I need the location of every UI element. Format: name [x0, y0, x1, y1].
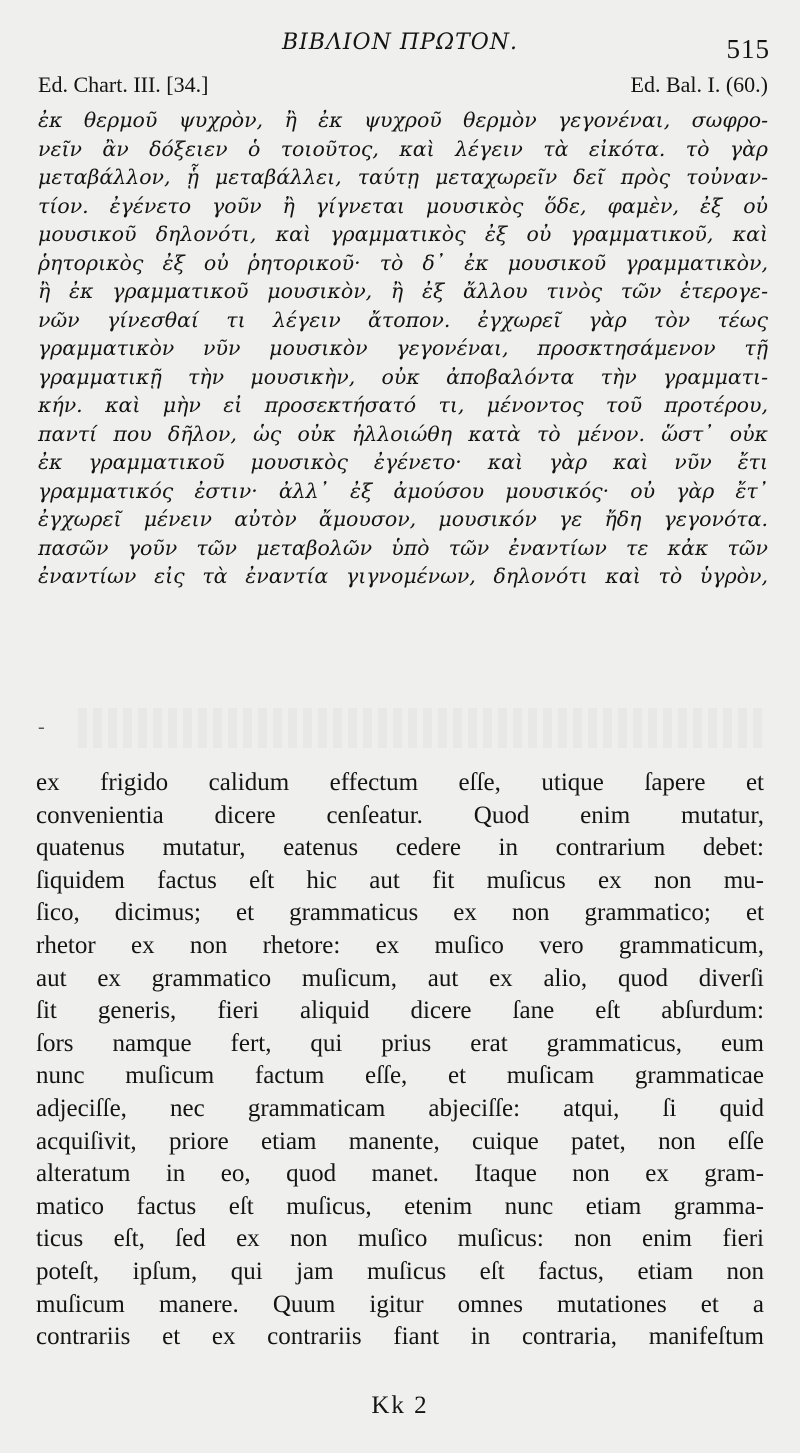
signature-mark: Kk 2	[371, 1392, 429, 1419]
running-title: ΒΙΒΛΙΟΝ ΠΡΩΤΟΝ.	[281, 30, 519, 55]
show-through-divider	[38, 708, 768, 758]
latin-line: ſors namque fert, qui prius erat grammaticus, eum	[36, 1029, 764, 1057]
latin-line: alteratum in eo, quod manet. Itaque non ex gram-	[36, 1160, 764, 1188]
page-number: 515	[726, 34, 770, 64]
latin-line: ticus eſt, ſed ex non muſico muſicus: non enim fieri	[36, 1225, 764, 1253]
latin-line: nunc muſicum factum eſſe, et muſicam grammaticae	[36, 1062, 764, 1090]
greek-line: ἐκ γραμματικοῦ μουσικὸς ἐγένετο· καὶ γὰρ καὶ νῦν ἔτι	[38, 450, 768, 474]
latin-line: ex frigido calidum effectum eſſe, utique ſapere et	[36, 769, 764, 796]
latin-line: ſico, dicimus; et grammaticus ex non grammatico; et	[36, 899, 764, 927]
latin-line: poteſt, ipſum, qui jam muſicus eſt factus, etiam non	[36, 1257, 764, 1285]
greek-line: γραμματικός ἐστιν· ἀλλ᾽ ἐξ ἀμούσου μουσικός· οὐ γὰρ ἔτ᾽	[38, 478, 768, 503]
greek-line: ἐκ θερμοῦ ψυχρὸν, ἢ ἐκ ψυχροῦ θερμὸν γεγονέναι, σωφρο-	[38, 108, 768, 132]
latin-line: aut ex grammatico muſicum, aut ex alio, quod diverſi	[36, 964, 764, 992]
greek-line: ἐναντίων εἰς τὰ ἐναντία γιγνομένων, δηλονότι καὶ τὸ ὑγρὸν,	[38, 564, 768, 588]
latin-line: acquiſivit, priore etiam manente, cuique patet, non eſſe	[36, 1127, 764, 1155]
latin-line: adjeciſſe, nec grammaticam abjeciſſe: atqui, ſi quid	[36, 1094, 764, 1122]
latin-line: contrariis et ex contrariis fiant in contraria, manifeſtum	[36, 1323, 764, 1351]
greek-line: ἐγχωρεῖ μένειν αὐτὸν ἄμουσον, μουσικόν γε ἤδη γεγονότα.	[38, 507, 768, 531]
latin-line: convenientia dicere cenſeatur. Quod enim mutatur,	[36, 801, 764, 829]
edition-chart-ref: Ed. Chart. III. [34.]	[38, 72, 209, 97]
greek-line: γραμματικῇ τὴν μουσικὴν, οὐκ ἀποβαλόντα τὴν γραμματι-	[38, 364, 768, 389]
latin-line: quatenus mutatur, eatenus cedere in contrarium debet:	[36, 834, 764, 862]
edition-basel-ref: Ed. Bal. I. (60.)	[630, 72, 768, 97]
latin-line: matico factus eſt muſicus, etenim nunc etiam gramma-	[36, 1192, 764, 1220]
latin-line: muſicum manere. Quum igitur omnes mutationes et a	[36, 1290, 764, 1318]
divider-dash: -	[38, 716, 45, 738]
greek-line: μουσικοῦ δηλονότι, καὶ γραμματικὸς ἐξ οὐ γραμματικοῦ, καὶ	[38, 222, 768, 246]
greek-line: ἢ ἐκ γραμματικοῦ μουσικὸν, ἢ ἐξ ἄλλου τινὸς τῶν ἑτερογε-	[38, 279, 768, 303]
bleed-through-texture	[78, 708, 768, 748]
greek-line: πασῶν γοῦν τῶν μεταβολῶν ὑπὸ τῶν ἐναντίων τε κἀκ τῶν	[38, 535, 768, 560]
page-header	[0, 30, 800, 64]
greek-line: νεῖν ἂν δόξειεν ὁ τοιοῦτος, καὶ λέγειν τὰ εἰκότα. τὸ γὰρ	[38, 136, 768, 161]
greek-line: κήν. καὶ μὴν εἰ προσεκτήσατό τι, μένοντος τοῦ προτέρου,	[38, 393, 768, 417]
latin-text-block	[36, 767, 764, 1354]
greek-line: γραμματικὸν νῦν μουσικὸν γεγονέναι, προσκτησάμενον τῇ	[38, 336, 768, 360]
greek-line: τίον. ἐγένετο γοῦν ἢ γίγνεται μουσικὸς ὅδε, φαμὲν, ἐξ οὐ	[38, 193, 768, 218]
greek-line: νῶν γίνεσθαί τι λέγειν ἄτοπον. ἐγχωρεῖ γὰρ τὸν τέως	[38, 307, 768, 332]
latin-line: ſit generis, fieri aliquid dicere ſane eſt abſurdum:	[36, 997, 764, 1025]
latin-line: ſiquidem factus eſt hic aut fit muſicus ex non mu-	[36, 866, 764, 894]
greek-text-block	[38, 106, 768, 591]
latin-line: rhetor ex non rhetore: ex muſico vero grammaticum,	[36, 931, 764, 959]
greek-line: ῥητορικὸς ἐξ οὐ ῥητορικοῦ· τὸ δ᾽ ἐκ μουσικοῦ γραμματικὸν,	[38, 250, 768, 275]
edition-reference-line	[38, 72, 768, 102]
greek-line: μεταβάλλον, ᾗ μεταβάλλει, ταύτῃ μεταχωρεῖν δεῖ πρὸς τοὐναν-	[38, 165, 768, 189]
greek-line: παντί που δῆλον, ὡς οὐκ ἠλλοιώθη κατὰ τὸ μένον. ὥστ᾽ οὐκ	[38, 421, 768, 446]
